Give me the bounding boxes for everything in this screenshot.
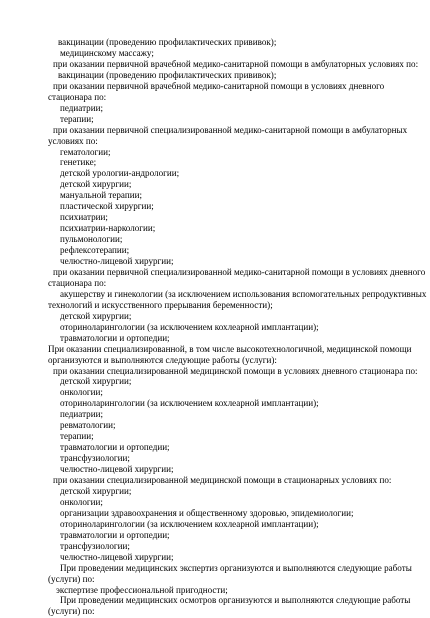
text-line: условиях по: [48,135,98,146]
text-line: оториноларингологии (за исключением кохлеарной имплантации); [60,321,319,332]
text-line: экспертизе профессиональной пригодности; [56,584,228,595]
text-line: при оказании первичной врачебной медико-санитарной помощи в условиях дневного [53,80,385,91]
text-line: оториноларингологии (за исключением кохлеарной имплантации); [60,518,319,529]
text-line: педиатрии; [60,409,103,420]
text-line: вакцинации (проведению профилактических прививок); [58,69,277,80]
text-line: при оказании специализированной медицинской помощи в стационарных условиях по: [53,475,392,485]
text-line: оториноларингологии (за исключением кохлеарной имплантации); [60,398,319,409]
text-line: психиатрии-наркологии; [60,223,156,234]
text-line: акушерству и гинекологии (за исключением использования вспомогательных репродуктивных [60,288,427,299]
text-line: пульмонологии; [60,234,123,245]
text-line: психиатрии; [60,212,108,223]
text-line: онкологии; [60,496,103,507]
text-line: (услуги) по: [48,573,95,584]
text-line: стационара по: [48,91,107,102]
text-line: детской хирургии; [60,485,132,496]
text-line: челюстно-лицевой хирургии; [60,256,174,266]
text-line: организации здравоохранения и общественному здоровью, эпидемиологии; [60,507,354,518]
text-line: при оказании первичной специализированной медико-санитарной помощи в амбулаторных [53,124,408,135]
text-line: пластической хирургии; [60,201,154,212]
text-line: медицинскому массажу; [60,47,154,58]
text-line: педиатрии; [60,102,103,113]
text-line: (услуги) по: [48,606,95,617]
text-line: рефлексотерапии; [60,245,130,256]
text-line: При проведении медицинских осмотров организуются и выполняются следующие работы [60,595,411,606]
text-line: травматологии и ортопедии; [60,529,170,540]
text-line: онкологии; [60,387,103,398]
text-line: генетике; [60,157,97,168]
text-line: при оказании специализированной медицинской помощи в условиях дневного стационара по: [53,365,418,376]
text-line: трансфузиологии; [60,453,130,464]
text-line: технологий и искусственного прерывания беременности); [48,299,273,310]
text-line: челюстно-лицевой хирургии; [60,464,174,475]
text-line: При проведении медицинских экспертиз организуются и выполняются следующие работы [60,562,412,573]
text-line: гематологии; [60,146,111,157]
text-line: при оказании первичной врачебной медико-санитарной помощи в амбулаторных условиях по: [53,58,419,69]
text-line: травматологии и ортопедии; [60,442,170,453]
text-line: ревматологии; [60,420,116,431]
text-line: при оказании первичной специализированной медико-санитарной помощи в условиях дневного [53,266,426,277]
text-line: детской хирургии; [60,376,132,387]
text-line: вакцинации (проведению профилактических прививок); [58,37,277,47]
text-line: детской урологии-андрологии; [60,168,180,179]
text-line: мануальной терапии; [60,190,142,201]
text-line: челюстно-лицевой хирургии; [60,551,174,562]
text-line: детской хирургии; [60,310,132,321]
text-line: терапии; [60,113,94,124]
text-line: трансфузиологии; [60,540,130,551]
text-line: детской хирургии; [60,179,132,190]
text-line: стационара по: [48,277,107,288]
text-line: травматологии и ортопедии; [60,332,170,343]
text-line: При оказании специализированной, в том числе высокотехнологичной, медицинской помощи [48,343,412,354]
text-line: терапии; [60,431,94,442]
text-line: организуются и выполняются следующие работы (услуги): [48,354,277,365]
